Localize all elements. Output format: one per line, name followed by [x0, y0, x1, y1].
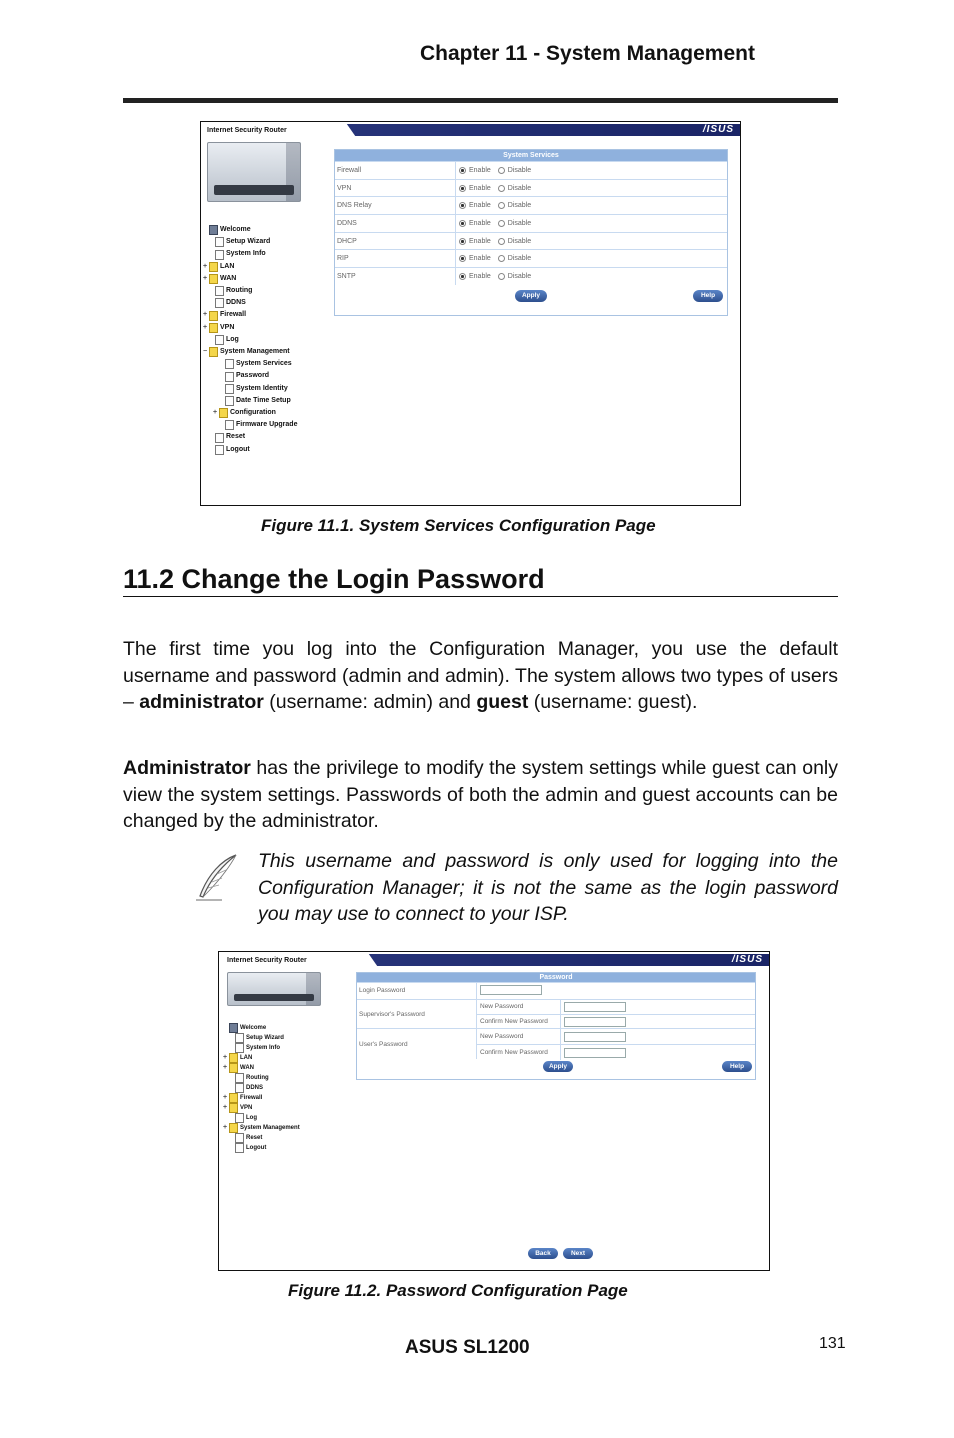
apply-button-2[interactable]: Apply	[543, 1061, 573, 1072]
apply-button[interactable]: Apply	[515, 290, 547, 302]
folder-icon	[209, 311, 218, 321]
disable-label: Disable	[507, 202, 532, 210]
nav-tree-label: Setup Wizard	[246, 1034, 284, 1041]
nav-tree-label: WAN	[240, 1064, 254, 1071]
nav-tree-label: Setup Wizard	[226, 238, 271, 246]
para1-text2: (username: admin) and	[263, 691, 477, 713]
page-icon	[215, 250, 224, 260]
nav-tree-label: Routing	[246, 1074, 269, 1081]
enable-radio[interactable]	[459, 220, 466, 227]
expand-icon[interactable]: +	[223, 1103, 228, 1111]
nav-tree-label: Reset	[226, 433, 246, 441]
folder-icon	[229, 1053, 238, 1063]
system-services-panel	[334, 149, 728, 316]
para1-text1: The first time you log into the Configuration Manager, you use the default username and password (admin and admin). The system allows two types of users –	[123, 638, 838, 713]
expand-icon[interactable]: −	[203, 348, 208, 356]
nav-tree-item[interactable]	[203, 261, 297, 273]
figure1-screenshot	[200, 121, 741, 506]
nav-tree-item[interactable]	[223, 1133, 300, 1143]
nav-tree-item[interactable]	[203, 419, 297, 431]
page-icon	[215, 445, 224, 455]
nav-tree-label: Firewall	[240, 1094, 263, 1101]
nav-tree-item[interactable]	[203, 297, 297, 309]
nav-tree-label: Logout	[246, 1144, 267, 1151]
nav-tree-item[interactable]	[223, 1043, 300, 1053]
service-name: SNTP	[335, 268, 456, 285]
next-button[interactable]: Next	[563, 1248, 593, 1259]
page-icon	[225, 384, 234, 394]
page-icon	[215, 335, 224, 345]
enable-radio[interactable]	[459, 202, 466, 209]
service-row	[335, 249, 727, 267]
disable-label: Disable	[507, 272, 532, 280]
nav-tree	[203, 224, 297, 456]
page-icon	[215, 433, 224, 443]
nav-tree-label: System Management	[220, 348, 290, 356]
enable-label: Enable	[469, 184, 491, 192]
disable-radio[interactable]	[498, 167, 505, 174]
nav-tree-item[interactable]	[203, 236, 297, 248]
service-name: RIP	[335, 250, 456, 267]
service-name: VPN	[335, 180, 456, 197]
nav-tree-label: System Management	[240, 1124, 300, 1131]
nav-tree-item[interactable]	[223, 1103, 300, 1113]
user-new-password-label: New Password	[477, 1029, 561, 1044]
enable-label: Enable	[469, 166, 491, 174]
page-icon	[235, 1033, 244, 1043]
users-password-label: User's Password	[357, 1029, 477, 1059]
nav-tree-label: Password	[236, 372, 270, 380]
nav-tree-item[interactable]	[203, 224, 297, 236]
figure2-screenshot	[218, 951, 770, 1271]
nav-tree-label: LAN	[240, 1054, 253, 1061]
nav-tree-item[interactable]	[223, 1033, 300, 1043]
nav-tree-item[interactable]	[223, 1143, 300, 1153]
note-text: This username and password is only used for logging into the Configuration Manager; it is not the same as the login password you may use to connect to your ISP.	[258, 850, 838, 925]
root-icon	[209, 225, 218, 235]
nav-tree-label: System Services	[236, 360, 292, 368]
expand-icon[interactable]: +	[223, 1093, 228, 1101]
service-row	[335, 232, 727, 250]
nav-tree-label: DDNS	[226, 299, 246, 307]
nav-tree-item[interactable]	[203, 309, 297, 321]
page-icon	[235, 1073, 244, 1083]
help-button-2[interactable]: Help	[722, 1061, 752, 1072]
nav-tree-item[interactable]	[203, 273, 297, 285]
para2-bold-administrator: Administrator	[123, 757, 251, 779]
folder-icon	[209, 262, 218, 272]
disable-radio[interactable]	[498, 273, 505, 280]
nav-tree-item[interactable]	[203, 383, 297, 395]
nav-tree-item[interactable]	[203, 334, 297, 346]
enable-radio[interactable]	[459, 185, 466, 192]
nav-tree-item[interactable]	[203, 370, 297, 382]
router-image	[207, 142, 301, 202]
supervisor-confirm-password-input[interactable]	[564, 1017, 626, 1027]
service-name: DNS Relay	[335, 197, 456, 214]
page-icon	[235, 1083, 244, 1093]
para1-text3: (username: guest).	[528, 691, 698, 713]
section-rule	[123, 596, 838, 597]
folder-icon	[229, 1123, 238, 1133]
figure2-caption: Figure 11.2. Password Configuration Page	[288, 1281, 628, 1300]
asus-logo: /ISUS	[702, 124, 734, 135]
nav-tree-item[interactable]	[223, 1123, 300, 1133]
disable-radio[interactable]	[498, 238, 505, 245]
footer-product: ASUS SL1200	[405, 1337, 530, 1358]
enable-label: Enable	[469, 255, 491, 263]
enable-label: Enable	[469, 272, 491, 280]
section-title: 11.2 Change the Login Password	[123, 564, 545, 594]
nav-tree-label: Logout	[226, 445, 250, 453]
nav-tree-label: DDNS	[246, 1084, 264, 1091]
service-row	[335, 214, 727, 232]
product-name-2: Internet Security Router	[227, 957, 307, 964]
nav-tree-item[interactable]	[203, 285, 297, 297]
expand-icon[interactable]: +	[203, 311, 208, 319]
folder-icon	[229, 1063, 238, 1073]
nav-tree-label: System Info	[246, 1044, 281, 1051]
page-icon	[215, 286, 224, 296]
folder-icon	[229, 1093, 238, 1103]
user-new-password-input[interactable]	[564, 1032, 626, 1042]
page-icon	[235, 1143, 244, 1153]
panel-title-2: Password	[357, 973, 755, 982]
disable-radio[interactable]	[498, 220, 505, 227]
disable-radio[interactable]	[498, 185, 505, 192]
page-icon	[235, 1113, 244, 1123]
nav-tree-label: VPN	[220, 323, 235, 331]
nav-tree-item[interactable]	[203, 358, 297, 370]
user-confirm-password-input[interactable]	[564, 1048, 626, 1058]
nav-tree-label: System Info	[226, 250, 266, 258]
expand-icon[interactable]: +	[223, 1053, 228, 1061]
page-icon	[235, 1043, 244, 1053]
nav-tree-item[interactable]	[223, 1113, 300, 1123]
nav-tree-2	[223, 1023, 300, 1153]
service-row	[335, 196, 727, 214]
nav-tree-item[interactable]	[203, 248, 297, 260]
supervisor-password-label: Supervisor's Password	[357, 1000, 477, 1028]
nav-tree-label: LAN	[220, 262, 235, 270]
nav-tree-label: WAN	[220, 274, 237, 282]
nav-tree-item[interactable]	[223, 1083, 300, 1093]
nav-tree-item[interactable]	[203, 395, 297, 407]
nav-tree-item[interactable]	[203, 322, 297, 334]
folder-icon	[209, 347, 218, 357]
nav-tree-item[interactable]	[223, 1053, 300, 1063]
disable-radio[interactable]	[498, 202, 505, 209]
supervisor-new-password-input[interactable]	[564, 1002, 626, 1012]
user-confirm-password-label: Confirm New Password	[477, 1045, 561, 1060]
help-button[interactable]: Help	[693, 290, 723, 302]
nav-tree-label: Configuration	[230, 409, 276, 417]
password-panel	[356, 972, 756, 1080]
enable-radio[interactable]	[459, 255, 466, 262]
folder-icon	[219, 408, 228, 418]
enable-radio[interactable]	[459, 238, 466, 245]
service-row	[335, 267, 727, 285]
product-name: Internet Security Router	[207, 127, 287, 134]
enable-label: Enable	[469, 219, 491, 227]
disable-label: Disable	[507, 184, 532, 192]
service-name: Firewall	[335, 162, 456, 179]
figure2-title-bar	[351, 954, 769, 966]
nav-tree-item[interactable]	[203, 346, 297, 358]
page-number: 131	[819, 1335, 846, 1352]
para2-text: has the privilege to modify the system settings while guest can only view the system settings. Passwords of both the admin and guest accounts can be changed by the administrator.	[123, 757, 838, 832]
para1-bold-administrator: administrator	[139, 691, 264, 713]
nav-tree-item[interactable]	[223, 1063, 300, 1073]
service-row	[335, 179, 727, 197]
page-icon	[225, 396, 234, 406]
figure1-caption: Figure 11.1. System Services Configuration Page	[261, 516, 656, 535]
expand-icon[interactable]: +	[213, 409, 218, 417]
enable-radio[interactable]	[459, 167, 466, 174]
enable-radio[interactable]	[459, 273, 466, 280]
enable-label: Enable	[469, 237, 491, 245]
login-password-input[interactable]	[480, 985, 542, 995]
nav-tree-label: Date Time Setup	[236, 396, 291, 404]
page-icon	[225, 420, 234, 430]
note-feather-icon	[192, 852, 242, 904]
supervisor-new-password-label: New Password	[477, 1000, 561, 1014]
enable-label: Enable	[469, 202, 491, 210]
nav-tree-item[interactable]	[223, 1093, 300, 1103]
disable-radio[interactable]	[498, 255, 505, 262]
nav-tree-item[interactable]	[203, 444, 297, 456]
login-password-label: Login Password	[357, 983, 477, 999]
panel-title: System Services	[335, 150, 727, 161]
nav-tree-label: Welcome	[220, 226, 251, 233]
expand-icon[interactable]: +	[223, 1123, 228, 1131]
nav-tree-item[interactable]	[223, 1023, 300, 1033]
nav-tree-label: Firewall	[220, 311, 247, 319]
para1-bold-guest: guest	[476, 691, 529, 713]
nav-tree-label: Welcome	[240, 1024, 267, 1031]
nav-tree-label: Routing	[226, 287, 253, 295]
asus-logo-2: /ISUS	[731, 954, 763, 965]
nav-tree-label: Reset	[246, 1134, 263, 1141]
paragraph-users	[123, 636, 838, 716]
nav-tree-label: Firmware Upgrade	[236, 421, 298, 429]
disable-label: Disable	[507, 237, 532, 245]
expand-icon[interactable]: +	[223, 1063, 228, 1071]
nav-tree-label: Log	[226, 335, 239, 343]
nav-tree-item[interactable]	[203, 407, 297, 419]
folder-icon	[209, 274, 218, 284]
disable-label: Disable	[507, 219, 532, 227]
supervisor-confirm-password-label: Confirm New Password	[477, 1015, 561, 1029]
service-name: DDNS	[335, 215, 456, 232]
folder-icon	[229, 1103, 238, 1113]
nav-tree-label: Log	[246, 1114, 257, 1121]
nav-tree-label: VPN	[240, 1104, 253, 1111]
folder-icon	[209, 323, 218, 333]
paragraph-privileges	[123, 755, 838, 835]
page-icon	[215, 237, 224, 247]
expand-icon[interactable]: +	[203, 274, 208, 282]
page-icon	[225, 372, 234, 382]
disable-label: Disable	[507, 166, 532, 174]
chapter-header: Chapter 11 - System Management	[420, 42, 755, 65]
nav-tree-item[interactable]	[203, 431, 297, 443]
nav-tree-label: System Identity	[236, 384, 288, 392]
router-image-2	[227, 972, 321, 1006]
header-rule	[123, 98, 838, 103]
expand-icon[interactable]: +	[203, 323, 208, 331]
figure1-title-bar	[329, 124, 740, 136]
page-icon	[225, 359, 234, 369]
page-icon	[215, 298, 224, 308]
service-name: DHCP	[335, 233, 456, 250]
nav-tree-item[interactable]	[223, 1073, 300, 1083]
expand-icon[interactable]: +	[203, 262, 208, 270]
service-row	[335, 161, 727, 179]
disable-label: Disable	[507, 255, 532, 263]
root-icon	[229, 1023, 238, 1033]
back-button[interactable]: Back	[528, 1248, 558, 1259]
page-icon	[235, 1133, 244, 1143]
